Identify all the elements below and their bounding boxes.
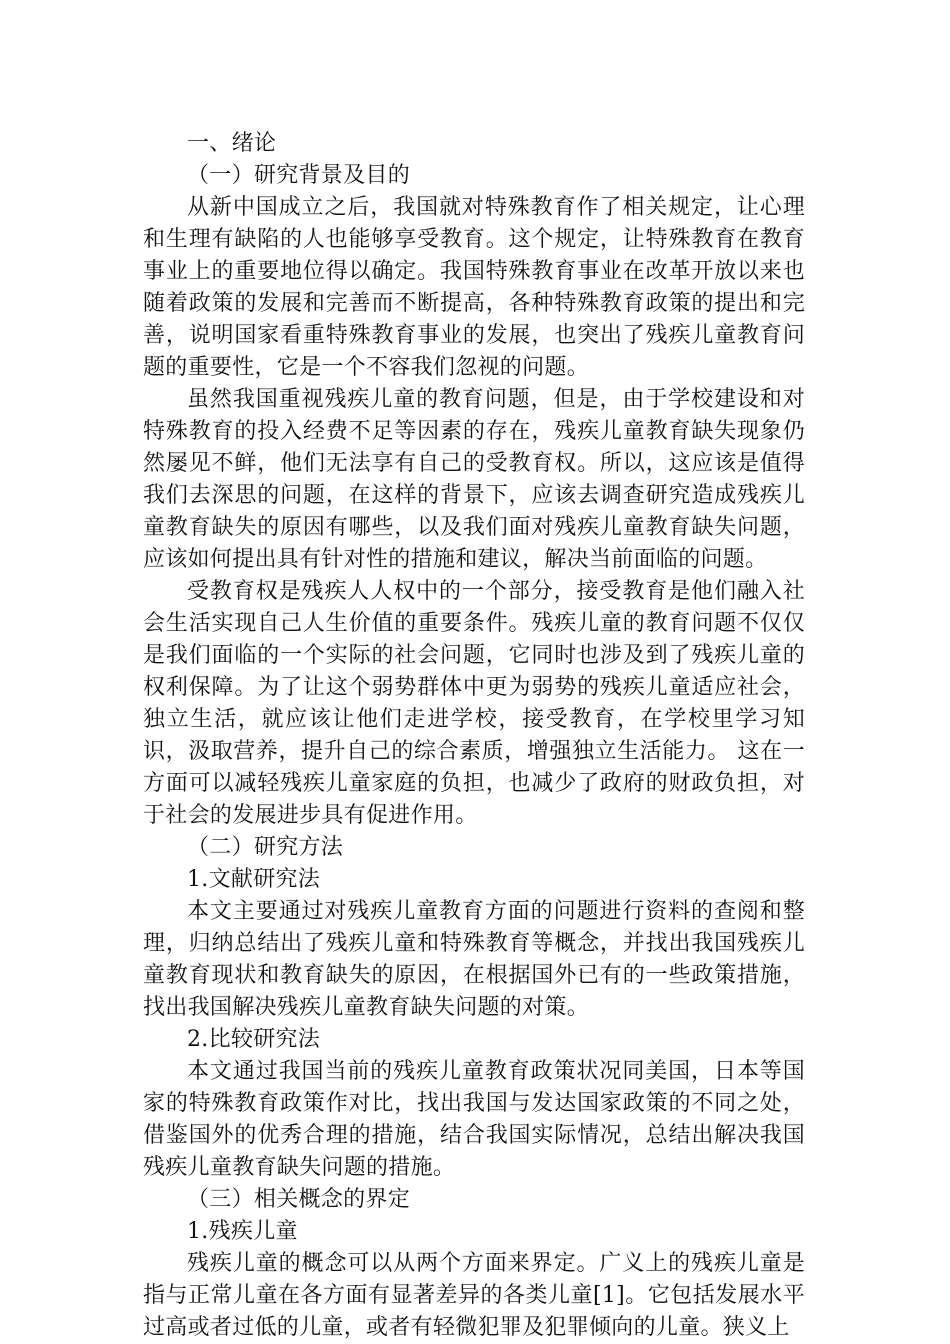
paragraph-background-1: 从新中国成立之后，我国就对特殊教育作了相关规定，让心理和生理有缺陷的人也能够享受教育。这个规定，让特殊教育在教育事业上的重要地位得以确定。我国特殊教育事业在改革开放以来也随着政策的发展和完善而不断提高，各种特殊教育政策的提出和完善，说明国家看重特殊教育事业的发展，也突出了残疾儿童教育问题的重要性，它是一个不容我们忽视的问题。 [143, 195, 805, 380]
subheading-literature-method: 1.文献研究法 [187, 867, 321, 892]
subheading-comparative-method: 2.比较研究法 [187, 1027, 321, 1052]
paragraph-disabled-children: 残疾儿童的概念可以从两个方面来界定。广义上的残疾儿童是指与正常儿童在各方面有显著差异的各类儿童[1]。它包括发展水平过高或者过低的儿童，或者有轻微犯罪及犯罪倾向的儿童。狭义上 [143, 1251, 805, 1340]
subheading-disabled-children: 1.残疾儿童 [187, 1219, 298, 1244]
paragraph-background-2: 虽然我国重视残疾儿童的教育问题，但是，由于学校建设和对特殊教育的投入经费不足等因素的存在，残疾儿童教育缺失现象仍然屡见不鲜，他们无法享有自己的受教育权。所以，这应该是值得我们去深思的问题，在这样的背景下，应该去调查研究造成残疾儿童教育缺失的原因有哪些，以及我们面对残疾儿童教育缺失问题，应该如何提出具有针对性的措施和建议，解决当前面临的问题。 [143, 387, 805, 572]
paragraph-comparative-method: 本文通过我国当前的残疾儿童教育政策状况同美国，日本等国家的特殊教育政策作对比，找出我国与发达国家政策的不同之处，借鉴国外的优秀合理的措施，结合我国实际情况，总结出解决我国残疾儿童教育缺失问题的措施。 [143, 1059, 805, 1180]
section-heading-definitions: （三）相关概念的界定 [187, 1187, 411, 1212]
paragraph-background-3: 受教育权是残疾人人权中的一个部分，接受教育是他们融入社会生活实现自己人生价值的重要条件。残疾儿童的教育问题不仅仅是我们面临的一个实际的社会问题，它同时也涉及到了残疾儿童的权利保障。为了让这个弱势群体中更为弱势的残疾儿童适应社会，独立生活，就应该让他们走进学校，接受教育，在学校里学习知识，汲取营养，提升自己的综合素质，增强独立生活能力。 这在一方面可以减轻残疾儿童家庭的负担，也减少了政府的财政负担，对于社会的发展进步具有促进作用。 [143, 579, 805, 828]
section-heading-methods: （二）研究方法 [187, 835, 344, 860]
chapter-heading: 一、绪论 [187, 131, 277, 156]
paragraph-literature-method: 本文主要通过对残疾儿童教育方面的问题进行资料的查阅和整理，归纳总结出了残疾儿童和特殊教育等概念，并找出我国残疾儿童教育现状和教育缺失的原因，在根据国外已有的一些政策措施，找出我国解决残疾儿童教育缺失问题的对策。 [143, 899, 805, 1020]
document-body [143, 128, 805, 1344]
section-heading-background: （一）研究背景及目的 [187, 163, 411, 188]
